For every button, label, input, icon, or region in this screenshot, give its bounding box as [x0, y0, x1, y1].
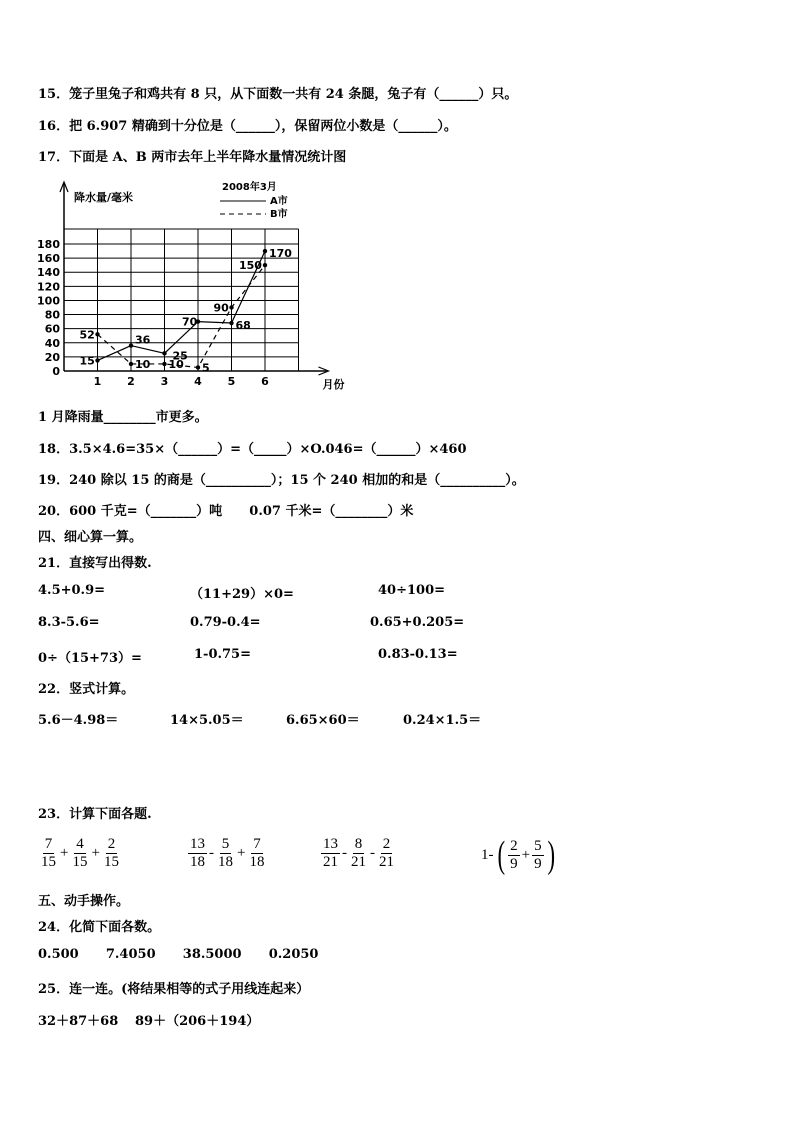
y-tick-label: 140: [37, 266, 60, 280]
calc-item: 40÷100=: [378, 583, 446, 598]
x-tick-label: 2: [127, 375, 135, 388]
question-20: 20．600 千克=（_______）吨 0.07 千米=（________）米: [38, 504, 414, 519]
data-point: [162, 362, 166, 366]
match-expression: 32＋87＋68: [38, 1014, 119, 1029]
calc-item: 0.83-0.13=: [378, 647, 458, 662]
x-tick-label: 4: [194, 375, 202, 388]
chart-axes: [60, 182, 329, 375]
question-16: 16．把 6.907 精确到十分位是（______），保留两位小数是（______）。: [38, 119, 457, 134]
data-label: 36: [135, 333, 151, 347]
vertical-calc-item: 14×5.05＝: [170, 713, 244, 728]
question-21: 21．直接写出得数.: [38, 556, 152, 571]
data-point: [229, 321, 233, 325]
data-label: 15: [79, 354, 95, 368]
chart-title: 2008年3月: [222, 182, 277, 193]
calc-item: 0.65+0.205=: [370, 615, 465, 630]
y-tick-label: 120: [37, 280, 60, 294]
data-label: 90: [213, 301, 229, 315]
legend-label: A市: [270, 196, 288, 207]
fraction-expression-1: $\frac{7}{15}$ + $\frac{4}{15}$ + $\frac{2}{15}$: [41, 836, 119, 870]
calc-item: 4.5+0.9=: [38, 583, 106, 598]
x-tick-label: 3: [160, 375, 169, 388]
question-23: 23．计算下面各题.: [38, 807, 152, 822]
section-4-heading: 四、细心算一算。: [38, 530, 143, 545]
data-label: 68: [235, 319, 251, 333]
question-22: 22．竖式计算。: [38, 682, 135, 697]
y-tick-label: 60: [44, 322, 60, 336]
question-19: 19．240 除以 15 的商是（__________）；15 个 240 相加的和是（__________）。: [38, 473, 525, 488]
calc-item: （11+29）×0=: [190, 587, 294, 602]
calc-item: 1-0.75=: [194, 647, 251, 662]
calc-item: 8.3-5.6=: [38, 615, 100, 630]
y-tick-label: 80: [44, 308, 60, 322]
data-point: [263, 249, 267, 253]
right-paren: ): [547, 834, 555, 876]
y-tick-label: 40: [44, 336, 60, 350]
y-tick-label: 160: [37, 252, 60, 266]
data-label: 70: [182, 315, 198, 329]
data-point: [196, 365, 200, 369]
data-label: 10: [168, 357, 184, 371]
section-5-heading: 五、动手操作。: [38, 894, 130, 909]
left-paren: (: [497, 834, 505, 876]
question-24-numbers: 0.500 7.4050 38.5000 0.2050: [38, 947, 319, 962]
fraction-expression-2: $\frac{13}{18}$ - $\frac{5}{18}$ + $\frac{7}{18}$: [190, 836, 265, 870]
y-axis-label: 降水量/毫米: [74, 191, 134, 204]
data-label: 52: [79, 328, 95, 342]
question-25: 25．连一连。(将结果相等的式子用线连起来）: [38, 982, 310, 997]
match-expression: 89＋（206＋194）: [135, 1014, 260, 1029]
x-tick-label: 1: [93, 375, 102, 388]
calc-item: 0.79-0.4=: [190, 615, 261, 630]
calc-item: 0÷（15+73）=: [38, 651, 142, 666]
chart-lines: [95, 201, 267, 370]
data-label: 10: [135, 357, 151, 371]
fraction-expression-4: 1- ( $\frac{2}{9}$ + $\frac{5}{9}$ ): [481, 834, 555, 876]
data-point: [263, 263, 267, 267]
data-point: [229, 305, 233, 309]
data-label: 5: [202, 361, 210, 375]
question-17: 17．下面是 A、B 两市去年上半年降水量情况统计图: [38, 150, 347, 165]
x-tick-label: 5: [227, 375, 236, 388]
legend-label: B市: [270, 209, 288, 220]
data-point: [129, 362, 133, 366]
question-17-fill: 1 月降雨量________市更多。: [38, 410, 208, 425]
data-point: [95, 332, 99, 336]
y-tick-label: 0: [52, 365, 60, 378]
data-label: 170: [269, 247, 292, 261]
data-label: 25: [172, 349, 188, 363]
data-label: 150: [239, 259, 262, 273]
x-tick-label: 6: [261, 375, 269, 388]
data-point: [162, 351, 166, 355]
data-point: [129, 343, 133, 347]
y-tick-label: 100: [37, 294, 60, 308]
x-axis-label: 月份: [322, 378, 345, 391]
vertical-calc-item: 5.6－4.98＝: [38, 713, 119, 728]
data-point: [95, 358, 99, 362]
y-tick-label: 20: [44, 350, 60, 364]
question-15: 15．笼子里兔子和鸡共有 8 只，从下面数一共有 24 条腿，兔子有（______）只。: [38, 87, 518, 102]
question-24: 24．化简下面各数。: [38, 920, 161, 935]
question-18: 18．3.5×4.6=35×（______）=（_____）×O.046=（______）×460: [38, 442, 467, 457]
vertical-calc-item: 6.65×60＝: [286, 713, 360, 728]
rainfall-line-chart: [30, 176, 350, 396]
vertical-calc-item: 0.24×1.5＝: [403, 713, 482, 728]
y-tick-label: 180: [37, 238, 60, 251]
fraction-expression-3: $\frac{13}{21}$ - $\frac{8}{21}$ - $\frac{2}{21}$: [323, 836, 394, 870]
